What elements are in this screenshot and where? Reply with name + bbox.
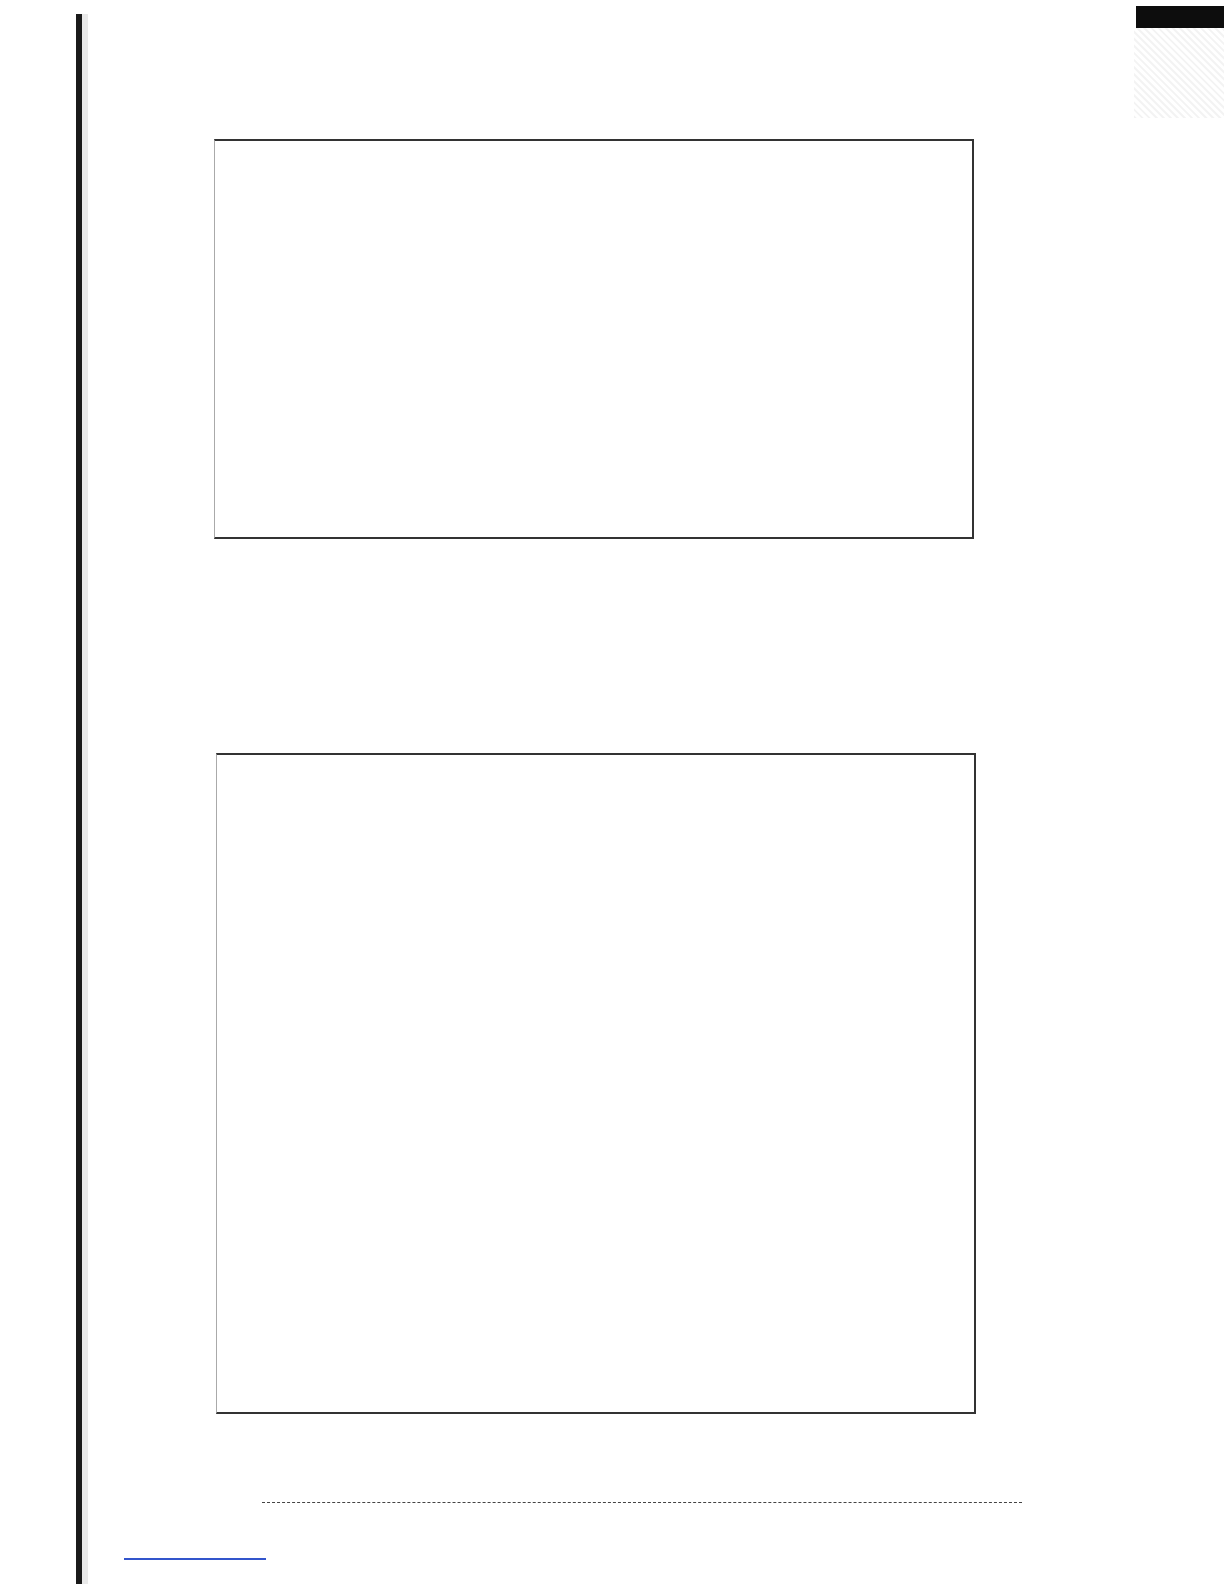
binding-edge <box>76 14 88 1584</box>
corner-scan-mark <box>1136 6 1224 28</box>
corner-scan-speckle <box>1134 28 1224 118</box>
character-table-bottom <box>216 753 976 1414</box>
bottom-rule <box>124 1558 266 1560</box>
character-table-top <box>214 139 974 539</box>
footer-rule <box>262 1502 1022 1503</box>
